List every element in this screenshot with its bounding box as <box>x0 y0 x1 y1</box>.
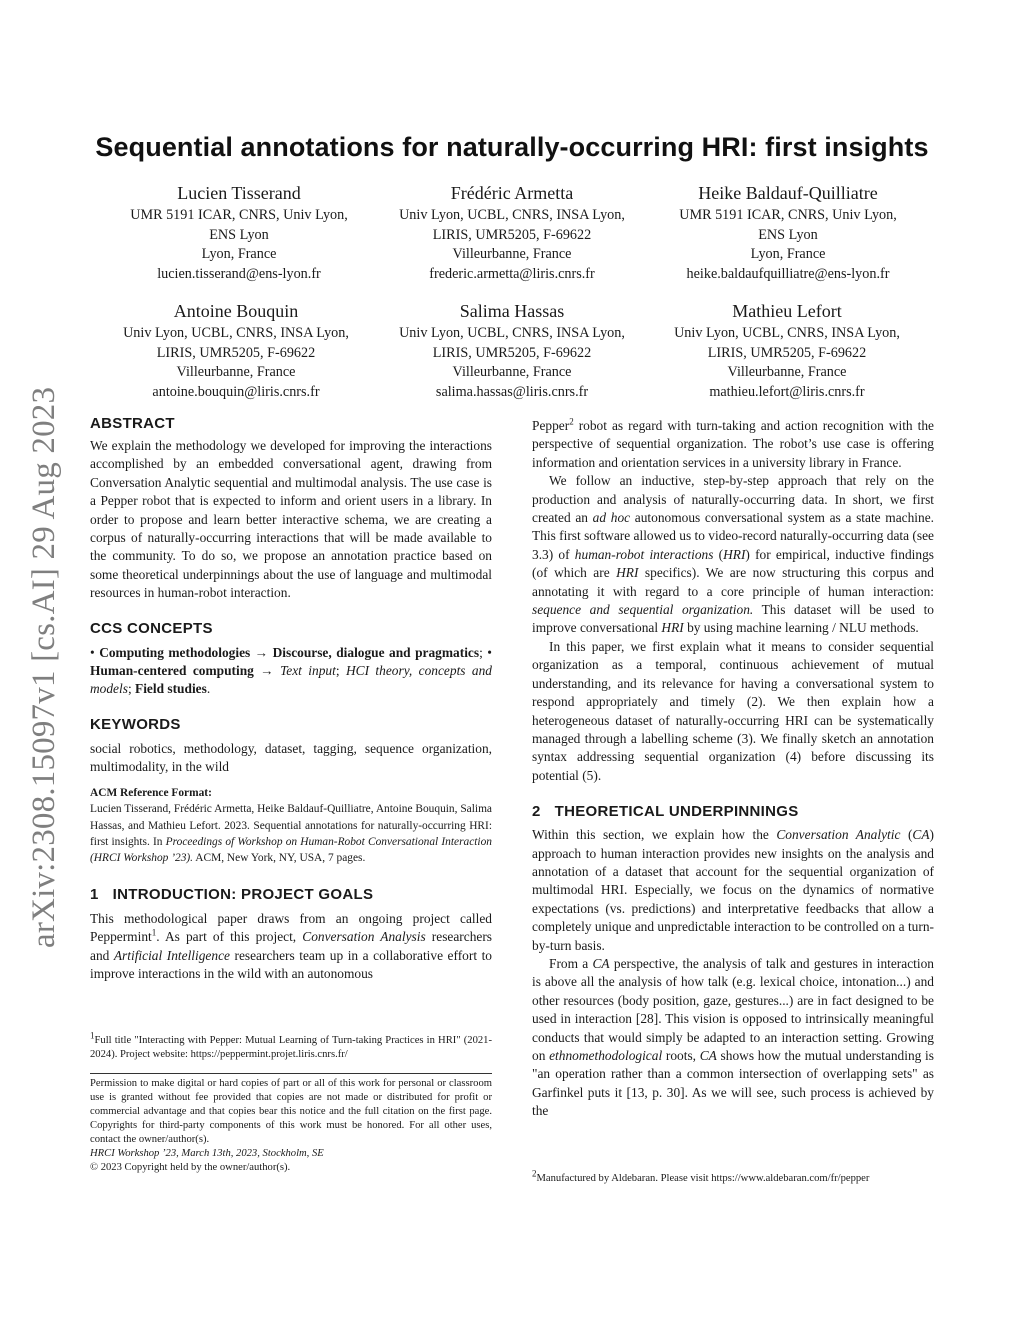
ccs-concepts <box>90 644 492 699</box>
author-name: Antoine Bouquin <box>173 301 299 321</box>
author-affiliation: UMR 5191 ICAR, CNRS, Univ Lyon, <box>130 207 348 223</box>
author-affiliation: UMR 5191 ICAR, CNRS, Univ Lyon, <box>679 207 897 223</box>
ccs-sep: ; <box>335 663 340 679</box>
author-email: heike.baldaufquilliatre@ens-lyon.fr <box>686 265 890 282</box>
author-name: Heike Baldauf-Quilliatre <box>698 183 878 203</box>
author-name: Mathieu Lefort <box>732 301 842 321</box>
ccs-sep: . <box>206 681 211 697</box>
ccs-arrow: → <box>254 644 269 660</box>
author-block <box>653 181 923 284</box>
body-paragraph: In this paper, we first explain what it means to consider sequential organization as a temporal, continuous achievement of mutual understanding, and its relevance for having a conversational system to respond appropriately and timely (2). We then explain how a heterogeneous dataset of naturally-occurring HRI can be systematically managed through a labelling scheme (3). We finally sketch an annotation syntax addressing sequential organization (4) before discussing its potential (5). <box>532 638 934 783</box>
author-affiliation: ENS Lyon <box>758 226 818 243</box>
author-affiliation: LIRIS, UMR5205, F-69622 <box>432 226 592 243</box>
author-affiliation: LIRIS, UMR5205, F-69622 <box>707 344 867 361</box>
footnote-ref: 1 <box>151 927 157 938</box>
author-affiliation: LIRIS, UMR5205, F-69622 <box>432 344 592 361</box>
permission-block <box>90 1077 492 1175</box>
ccs-term: Field studies <box>135 681 207 697</box>
body-paragraph: From a CA perspective, the analysis of talk and gestures in interaction is above all the analysis of how talk (e.g. lexical choice, intonation...) and other resources (body position, gaze, gestures...) are in fact designed to be used in interaction [28]. This vision is opposed to intrinsically meaningful conducts that would simply be adapted to an interaction setting. Growing on ethnomethodological roots, CA shows how the mutual understanding is "an operation rather than a common intersection of overlapping sets" as Garfinkel puts it [13, p. 30]. As we will see, such process is achieved by the <box>532 955 934 1119</box>
author-location: Villeurbanne, France <box>452 364 572 380</box>
footnote-2: $^2$Manufactured by Aldebaran. Please visit https://www.aldebaran.com/fr/pepper <box>532 1168 870 1184</box>
footnote-ref: 2 <box>569 416 574 427</box>
ccs-sep: ; <box>479 644 483 660</box>
author-affiliation: Univ Lyon, UCBL, CNRS, INSA Lyon, <box>674 325 900 341</box>
author-email: antoine.bouquin@liris.cnrs.fr <box>152 383 320 400</box>
venue: HRCI Workshop ’23, March 13th, 2023, Stockholm, SE <box>90 1148 324 1159</box>
divider <box>90 1073 492 1074</box>
intro-paragraph: This methodological paper draws from an ongoing project called Peppermint$^1$. As part of this project, Conversation Analysis researchers and Artificial Intelligence researchers team up in a collaborative effort to improve interactions in the wild with an autonomous <box>90 910 493 981</box>
abstract-text: We explain the methodology we developed for improving the interactions accomplished by an embedded conversational agent, drawing from Conversation Analytic sequential and multimodal analysis. The use case is a Pepper robot that is expected to inform and orient users in a library. In order to propose and learn better interactive schema, we are creating a corpus of naturally-occurring interactions that will be made available to the community. To do so, we propose an annotation practice based on some theoretical underpinnings about the use of language and multimodal resources in human-robot interaction. <box>90 438 492 601</box>
author-name: Frédéric Armetta <box>450 183 574 203</box>
author-email: lucien.tisserand@ens-lyon.fr <box>157 265 321 282</box>
keywords-heading: KEYWORDS <box>90 715 181 733</box>
author-location: Villeurbanne, France <box>727 364 847 380</box>
author-affiliation: ENS Lyon <box>209 226 269 243</box>
copyright: © 2023 Copyright held by the owner/author(s). <box>90 1162 291 1173</box>
author-name: Salima Hassas <box>459 301 565 321</box>
body-paragraph: Within this section, we explain how the Conversation Analytic (CA) approach to human interaction provides new insights on the analysis and annotation of a dataset that account for the sequential organization of multimodal HRI. Especially, we focus on the dynamics of normative expectations (vs. predictions) and interpretative feedbacks that allow a completely unique and unpredictable interaction to be controlled on a turn-by-turn basis. <box>532 827 934 953</box>
author-location: Villeurbanne, France <box>452 246 572 262</box>
author-affiliation: Univ Lyon, UCBL, CNRS, INSA Lyon, <box>399 325 625 341</box>
ccs-term: Human-centered computing <box>90 663 254 679</box>
acm-reference <box>90 785 492 867</box>
author-affiliation: Univ Lyon, UCBL, CNRS, INSA Lyon, <box>399 207 625 223</box>
body-paragraph: Pepper$^2$ robot as regard with turn-taking and action recognition with the perspective of sequential organization. The robot’s use case is offering information and orientation services in a university library in France. <box>532 416 934 470</box>
paper-title: Sequential annotations for naturally-occurring HRI: first insights <box>95 132 929 162</box>
author-email: mathieu.lefort@liris.cnrs.fr <box>709 383 865 400</box>
arxiv-sidebar-id: arXiv:2308.15097v1 [cs.AI] 29 Aug 2023 <box>26 386 62 948</box>
section-2-heading: 2 THEORETICAL UNDERPINNINGS <box>532 803 799 821</box>
ccs-bullet: • <box>90 644 95 660</box>
author-block <box>652 299 922 402</box>
author-name: Lucien Tisserand <box>177 183 301 203</box>
author-affiliation: LIRIS, UMR5205, F-69622 <box>156 344 316 361</box>
author-block <box>377 299 647 402</box>
ccs-sep: ; <box>127 681 132 697</box>
left-column <box>90 414 492 983</box>
ccs-arrow: → <box>260 663 274 679</box>
author-email: frederic.armetta@liris.cnrs.fr <box>429 265 595 282</box>
ccs-heading: CCS CONCEPTS <box>90 619 213 637</box>
body-paragraph: We follow an inductive, step-by-step approach that rely on the production and analysis of naturally-occurring data. In short, we first created an ad hoc autonomous conversational system as a state machine. This first software allowed us to video-record naturally-occurring data (see 3.3) of human-robot interactions (HRI) for empirical, inductive findings (of which are HRI specifics). We are now structuring this corpus and annotating it with regard to a core principle of human interaction: sequence and sequential organization. This dataset will be used to improve conversational HRI by using machine learning / NLU methods. <box>532 473 935 636</box>
right-column <box>532 417 934 1121</box>
author-block <box>104 181 374 284</box>
abstract-heading: ABSTRACT <box>90 415 175 432</box>
ccs-term: Text input <box>280 663 336 679</box>
intro-heading: 1 INTRODUCTION: PROJECT GOALS <box>90 885 374 903</box>
ccs-bullet: • <box>487 644 492 660</box>
author-email: salima.hassas@liris.cnrs.fr <box>435 383 589 400</box>
author-location: Villeurbanne, France <box>176 364 296 380</box>
acm-reference-text: Lucien Tisserand, Frédéric Armetta, Heike Baldauf-Quilliatre, Antoine Bouquin, Salima Hassas, and Mathieu Lefort. 2023. Sequential annotations for naturally-occurring HRI: first insights. In Proceedings of Workshop on Human-Robot Conversational Interaction (HRCI Workshop ’23). ACM, New York, NY, USA, 7 pages. <box>90 803 492 865</box>
footnote-1: $^1$Full title "Interacting with Pepper: Mutual Learning of Turn-taking Practices in HRI" (2021-2024). Project website: https://peppermint.projet.liris.cnrs.fr/ <box>90 1030 492 1060</box>
author-location: Lyon, France <box>201 246 277 262</box>
permission-text: Permission to make digital or hard copies of part or all of this work for personal or classroom use is granted without fee provided that copies are not made or distributed for profit or commercial advantage and that copies bear this notice and the full citation on the first page. Copyrights for third-party components of this work must be honored. For all other uses, contact the owner/author(s). <box>90 1078 492 1145</box>
ccs-term: Discourse, dialogue and pragmatics <box>272 644 480 660</box>
ccs-term: Computing methodologies <box>99 644 251 660</box>
keywords-text: social robotics, methodology, dataset, tagging, sequence organization, multimodality, in the wild <box>90 740 492 775</box>
author-location: Lyon, France <box>750 246 826 262</box>
author-block <box>377 181 647 284</box>
ccs-term: HCI theory, concepts and models <box>90 663 492 697</box>
author-affiliation: Univ Lyon, UCBL, CNRS, INSA Lyon, <box>123 325 349 341</box>
acm-reference-heading: ACM Reference Format: <box>90 786 212 799</box>
author-block <box>101 299 371 402</box>
